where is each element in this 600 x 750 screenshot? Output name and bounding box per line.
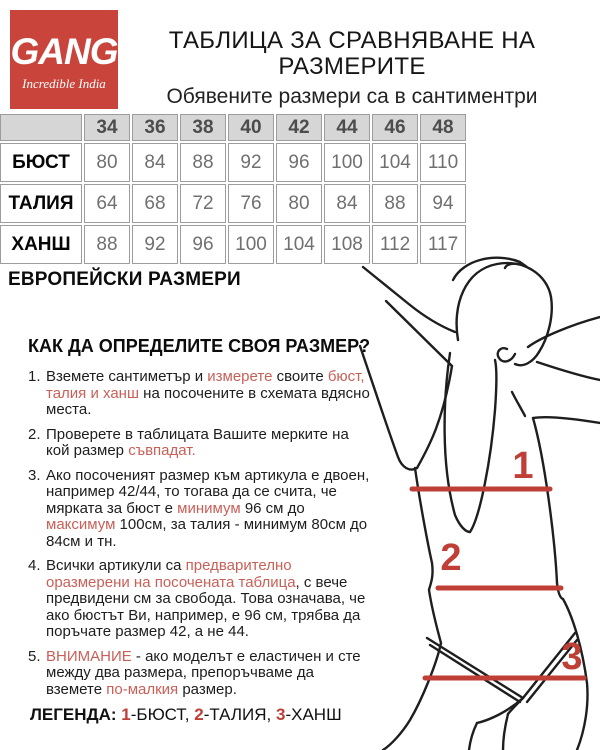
value-cell: 88: [372, 184, 418, 223]
value-cell: 92: [228, 143, 274, 182]
list-item: [28, 558, 370, 641]
size-table: [0, 112, 468, 266]
table-header-row: [0, 114, 466, 141]
row-label-cell: ХАНШ: [0, 225, 82, 264]
list-item-text: ВНИМАНИЕ - ако моделът е еластичен и сте между два размера, препоръчваме да вземете по-малкия размер.: [46, 647, 361, 698]
value-cell: 80: [84, 143, 130, 182]
row-label-cell: БЮСТ: [0, 143, 82, 182]
list-item-marker: 4.: [28, 557, 41, 574]
logo-tagline: Incredible India: [22, 76, 106, 91]
size-header-cell: 46: [372, 114, 418, 141]
brand-logo: [10, 10, 118, 109]
value-cell: 104: [372, 143, 418, 182]
marker-number-bust: 1: [512, 445, 534, 487]
value-cell: 68: [132, 184, 178, 223]
value-cell: 94: [420, 184, 466, 223]
section-heading-european-sizes: ЕВРОПЕЙСКИ РАЗМЕРИ: [8, 269, 241, 290]
size-header-cell: 48: [420, 114, 466, 141]
value-cell: 100: [228, 225, 274, 264]
value-cell: 100: [324, 143, 370, 182]
list-item: [28, 427, 370, 460]
size-header-cell: 38: [180, 114, 226, 141]
value-cell: 117: [420, 225, 466, 264]
size-header-cell: 36: [132, 114, 178, 141]
size-header-cell: 42: [276, 114, 322, 141]
list-item-marker: 3.: [28, 466, 41, 484]
section-heading-how-to: КАК ДА ОПРЕДЕЛИТЕ СВОЯ РАЗМЕР?: [28, 336, 371, 356]
value-cell: 110: [420, 143, 466, 182]
instructions-list: [28, 369, 370, 706]
size-header-cell: 40: [228, 114, 274, 141]
value-cell: 108: [324, 225, 370, 264]
list-item-text: Всички артикули са предварително оразмерени на посочената таблица, с вече предвидени см за свобода. Това означава, че ако бюстът Ви, например, е 96 см, трябва да поръчате размер 42, а не 44.: [46, 557, 366, 640]
value-cell: 104: [276, 225, 322, 264]
list-item-marker: 5.: [28, 647, 41, 665]
row-label-cell: ТАЛИЯ: [0, 184, 82, 223]
value-cell: 80: [276, 184, 322, 223]
list-item-text: Вземете сантиметър и измерете своите бюст, талия и ханш на посочените в схемата вдясно места.: [46, 368, 370, 418]
list-item-marker: 2.: [28, 425, 41, 443]
marker-number-hips: 3: [561, 636, 583, 678]
value-cell: 72: [180, 184, 226, 223]
value-cell: 96: [276, 143, 322, 182]
title-block: [112, 28, 592, 109]
page-subtitle: Обявените размери са в сантиментри: [166, 84, 538, 108]
table-row: [0, 184, 466, 223]
table-row: [0, 143, 466, 182]
legend: ЛЕГЕНДА: 1-БЮСТ, 2-ТАЛИЯ, 3-ХАНШ: [30, 705, 342, 724]
size-header-cell: 44: [324, 114, 370, 141]
value-cell: 96: [180, 225, 226, 264]
logo-brand-text: GANG: [10, 31, 118, 72]
marker-number-waist: 2: [440, 537, 462, 579]
table-corner-cell: [0, 114, 82, 141]
size-table-wrap: [0, 112, 468, 266]
list-item: [28, 649, 370, 699]
list-item-text: Проверете в таблицата Вашите мерките на кой размер съвпадат.: [46, 425, 349, 459]
list-item-text: Ако посоченият размер към артикула е двоен, например 42/44, то тогава да се счита, че мярката за бюст е минимум 96 см до максимум 100см, за талия - минимум 80см до 84см и тн.: [46, 466, 370, 550]
page-title: ТАБЛИЦА ЗА СРАВНЯВАНЕ НА РАЗМЕРИТЕ: [168, 27, 536, 81]
value-cell: 88: [84, 225, 130, 264]
value-cell: 84: [324, 184, 370, 223]
value-cell: 64: [84, 184, 130, 223]
list-item: [28, 369, 370, 419]
value-cell: 112: [372, 225, 418, 264]
value-cell: 76: [228, 184, 274, 223]
value-cell: 92: [132, 225, 178, 264]
list-item-marker: 1.: [28, 368, 41, 385]
list-item: [28, 468, 370, 551]
value-cell: 88: [180, 143, 226, 182]
value-cell: 84: [132, 143, 178, 182]
size-header-cell: 34: [84, 114, 130, 141]
